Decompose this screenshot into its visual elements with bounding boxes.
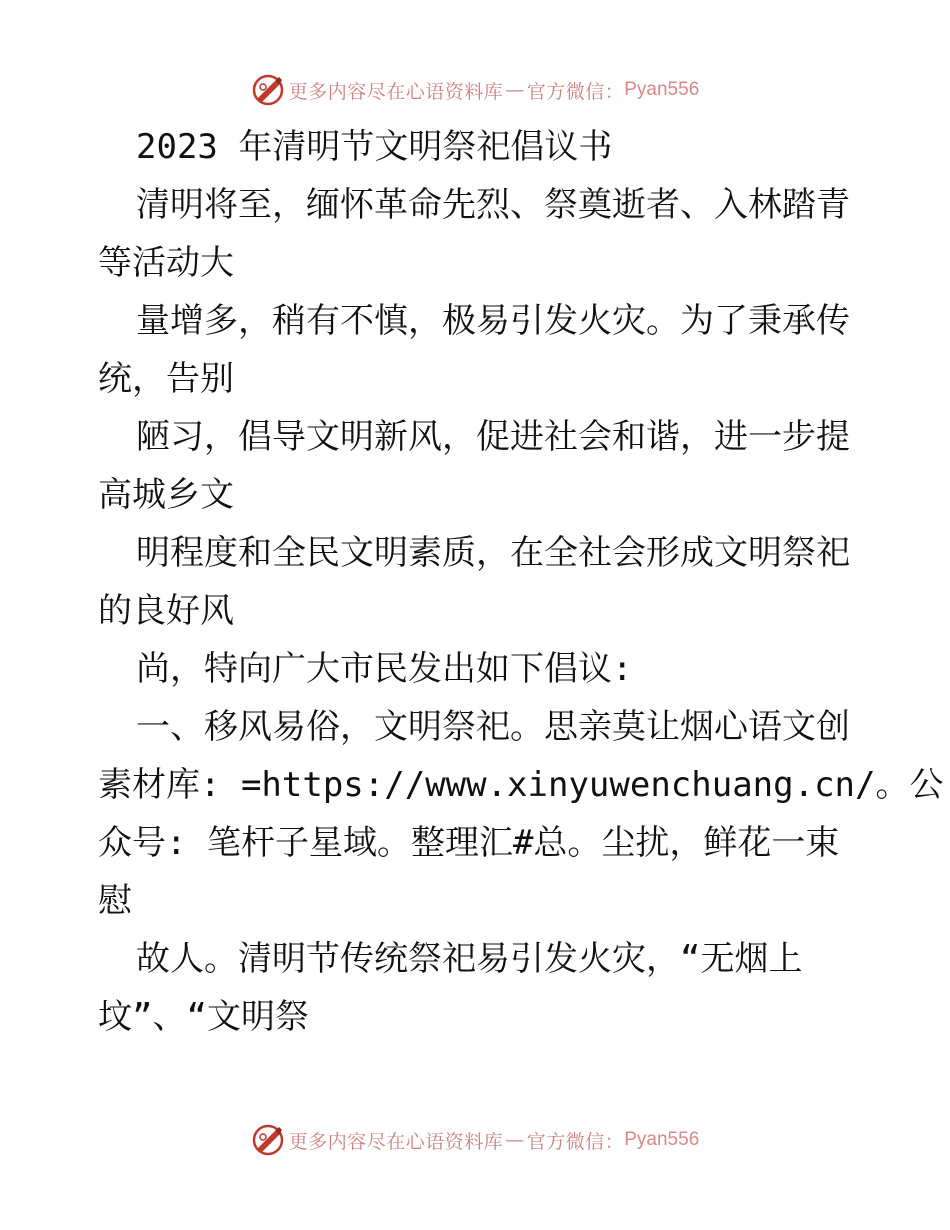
watermark-dash: — <box>505 1129 525 1151</box>
text-line: 尚，特向广大市民发出如下倡议: <box>136 649 633 689</box>
text-line: 量增多，稍有不慎，极易引发火灾。为了秉承传 <box>136 301 850 341</box>
header-watermark <box>0 70 950 110</box>
pen-circle-icon <box>251 1123 285 1157</box>
text-line: 明程度和全民文明素质，在全社会形成文明祭祀 <box>136 533 850 573</box>
text-line: 统，告别 <box>98 359 234 399</box>
text-line: 一、移风易俗，文明祭祀。思亲莫让烟心语文创 <box>136 707 850 747</box>
document-body <box>98 118 944 1046</box>
text-line: 慰 <box>98 881 132 921</box>
watermark-main-text: 更多内容尽在心语资料库 <box>288 80 504 103</box>
text-line: 清明将至，缅怀革命先烈、祭奠逝者、入林踏青 <box>136 185 850 225</box>
text-line: 众号: 笔杆子星域。整理汇#总。尘扰，鲜花一束 <box>98 823 840 863</box>
watermark-wechat-label: 官方微信： <box>526 1130 625 1153</box>
watermark-dash: — <box>505 79 525 101</box>
text-line: 高城乡文 <box>98 475 234 515</box>
footer-watermark <box>0 1120 950 1160</box>
watermark-main-text: 更多内容尽在心语资料库 <box>288 1130 504 1153</box>
text-line: 陋习，倡导文明新风，促进社会和谐，进一步提 <box>136 417 850 457</box>
text-line: 的良好风 <box>98 591 234 631</box>
watermark-handle: Pyan556 <box>624 79 700 100</box>
watermark-handle: Pyan556 <box>624 1129 700 1150</box>
watermark-wechat-label: 官方微信： <box>526 80 625 103</box>
text-line: 素材库: =https://www.xinyuwenchuang.cn/。公 <box>98 765 944 805</box>
text-line: 等活动大 <box>98 243 234 283</box>
text-line: 故人。清明节传统祭祀易引发火灾，“无烟上 <box>136 939 803 979</box>
document-title: 2023 年清明节文明祭祀倡议书 <box>136 127 613 167</box>
pen-circle-icon <box>251 73 285 107</box>
text-line: 坟”、“文明祭 <box>98 997 309 1037</box>
